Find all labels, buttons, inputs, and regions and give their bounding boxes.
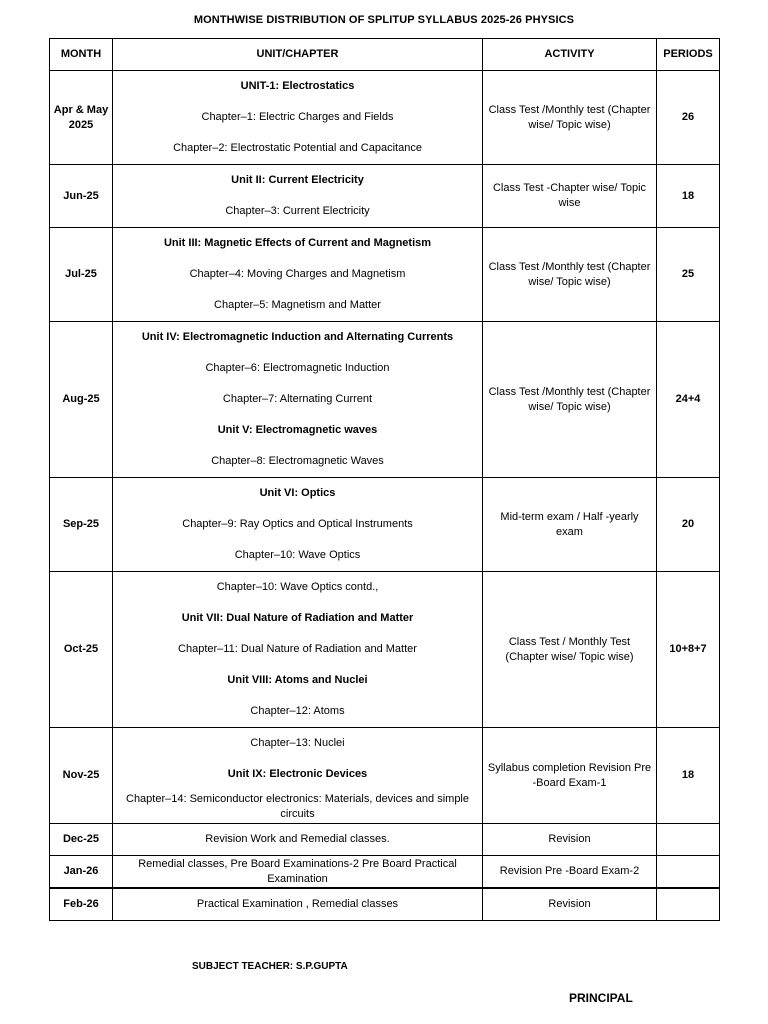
- principal-label: PRINCIPAL: [569, 991, 633, 1005]
- table-row: [50, 478, 720, 572]
- unit-chapter-cell: [113, 478, 483, 572]
- month-cell: Aug-25: [50, 322, 113, 478]
- activity-text: Revision: [548, 898, 591, 910]
- unit-line: Unit VII: Dual Nature of Radiation and Matter: [181, 612, 414, 624]
- month-cell: Feb-26: [50, 888, 113, 921]
- unit-line: UNIT-1: Electrostatics: [240, 80, 355, 92]
- chapter-line: Chapter–8: Electromagnetic Waves: [211, 455, 384, 467]
- table-row: [50, 165, 720, 228]
- unit-chapter-cell: [113, 856, 483, 889]
- periods-cell: 24+4: [657, 322, 720, 478]
- chapter-line: Chapter–2: Electrostatic Potential and Capacitance: [173, 142, 422, 154]
- activity-text: Syllabus completion Revision Pre -Board Exam-1: [487, 761, 652, 789]
- activity-text: Mid-term exam / Half -yearly exam: [500, 510, 639, 538]
- month-cell: Oct-25: [50, 572, 113, 728]
- periods-cell: 18: [657, 728, 720, 824]
- activity-cell: [483, 228, 657, 322]
- chapter-line: Practical Examination , Remedial classes: [196, 898, 399, 910]
- activity-text: Class Test / Monthly Test (Chapter wise/ Topic wise): [505, 635, 634, 663]
- activity-cell: [483, 572, 657, 728]
- unit-chapter-cell: [113, 572, 483, 728]
- periods-cell: 20: [657, 478, 720, 572]
- table-row: [50, 228, 720, 322]
- activity-cell: [483, 165, 657, 228]
- unit-chapter-cell: [113, 71, 483, 165]
- header-unit-chapter: UNIT/CHAPTER: [113, 39, 483, 71]
- page-title: MONTHWISE DISTRIBUTION OF SPLITUP SYLLABUS 2025-26 PHYSICS: [193, 14, 575, 26]
- chapter-line: Chapter–6: Electromagnetic Induction: [205, 362, 390, 374]
- chapter-line: Chapter–3: Current Electricity: [225, 205, 370, 217]
- header-month: MONTH: [50, 39, 113, 71]
- month-cell: Jun-25: [50, 165, 113, 228]
- chapter-line: Chapter–1: Electric Charges and Fields: [201, 111, 394, 123]
- unit-chapter-cell: [113, 165, 483, 228]
- table-row: [50, 728, 720, 824]
- activity-text: Class Test /Monthly test (Chapter wise/ Topic wise): [488, 103, 651, 131]
- periods-cell: [657, 888, 720, 921]
- month-cell: Sep-25: [50, 478, 113, 572]
- unit-chapter-cell: [113, 728, 483, 824]
- unit-chapter-cell: [113, 322, 483, 478]
- month-cell: Jan-26: [50, 856, 113, 889]
- unit-line: Unit VIII: Atoms and Nuclei: [227, 674, 368, 686]
- table-row: [50, 888, 720, 921]
- chapter-line: Chapter–13: Nuclei: [250, 737, 345, 749]
- header-periods: PERIODS: [657, 39, 720, 71]
- month-cell: Apr & May 2025: [50, 71, 113, 165]
- table-row: [50, 322, 720, 478]
- subject-teacher-label: SUBJECT TEACHER: S.P.GUPTA: [192, 961, 348, 972]
- month-cell: Jul-25: [50, 228, 113, 322]
- unit-line: Unit IV: Electromagnetic Induction and Alternating Currents: [141, 331, 454, 343]
- periods-cell: [657, 856, 720, 889]
- chapter-line: Chapter–11: Dual Nature of Radiation and Matter: [178, 643, 417, 655]
- unit-line: Unit II: Current Electricity: [231, 174, 364, 186]
- header-activity: ACTIVITY: [483, 39, 657, 71]
- activity-cell: [483, 856, 657, 889]
- periods-cell: 10+8+7: [657, 572, 720, 728]
- chapter-line: Chapter–14: Semiconductor electronics: Materials, devices and simple circuits: [126, 792, 469, 820]
- chapter-line: Chapter–7: Alternating Current: [222, 393, 373, 405]
- activity-cell: [483, 322, 657, 478]
- activity-cell: [483, 728, 657, 824]
- unit-chapter-cell: [113, 228, 483, 322]
- chapter-line: Chapter–10: Wave Optics: [234, 549, 361, 561]
- syllabus-table: [49, 38, 720, 921]
- table-row: [50, 856, 720, 889]
- unit-line: Unit VI: Optics: [259, 487, 336, 499]
- unit-line: Unit III: Magnetic Effects of Current and Magnetism: [163, 237, 432, 249]
- table-header-row: [50, 39, 720, 71]
- activity-text: Class Test /Monthly test (Chapter wise/ Topic wise): [488, 260, 651, 288]
- chapter-line: Chapter–5: Magnetism and Matter: [214, 299, 381, 311]
- table-row: [50, 572, 720, 728]
- activity-text: Class Test -Chapter wise/ Topic wise: [492, 182, 647, 209]
- month-cell: Nov-25: [50, 728, 113, 824]
- month-cell: Dec-25: [50, 824, 113, 856]
- chapter-line: Chapter–12: Atoms: [250, 705, 345, 717]
- chapter-line: Chapter–4: Moving Charges and Magnetism: [189, 268, 406, 280]
- unit-chapter-cell: [113, 824, 483, 856]
- table-row: [50, 824, 720, 856]
- activity-text: Revision Pre -Board Exam-2: [499, 865, 640, 877]
- chapter-line: Revision Work and Remedial classes.: [205, 833, 390, 845]
- unit-line: Unit V: Electromagnetic waves: [217, 424, 378, 436]
- activity-text: Class Test /Monthly test (Chapter wise/ Topic wise): [488, 385, 651, 413]
- chapter-line: Chapter–10: Wave Optics contd.,: [216, 581, 379, 593]
- activity-cell: [483, 824, 657, 856]
- activity-cell: [483, 478, 657, 572]
- chapter-line: Remedial classes, Pre Board Examinations-2 Pre Board Practical Examination: [138, 857, 457, 885]
- unit-line: Unit IX: Electronic Devices: [227, 768, 368, 780]
- chapter-line: Chapter–9: Ray Optics and Optical Instruments: [182, 518, 413, 530]
- activity-cell: [483, 888, 657, 921]
- activity-text: Revision: [548, 833, 591, 845]
- periods-cell: 18: [657, 165, 720, 228]
- table-row: [50, 71, 720, 165]
- periods-cell: 25: [657, 228, 720, 322]
- unit-chapter-cell: [113, 888, 483, 921]
- activity-cell: [483, 71, 657, 165]
- periods-cell: 26: [657, 71, 720, 165]
- periods-cell: [657, 824, 720, 856]
